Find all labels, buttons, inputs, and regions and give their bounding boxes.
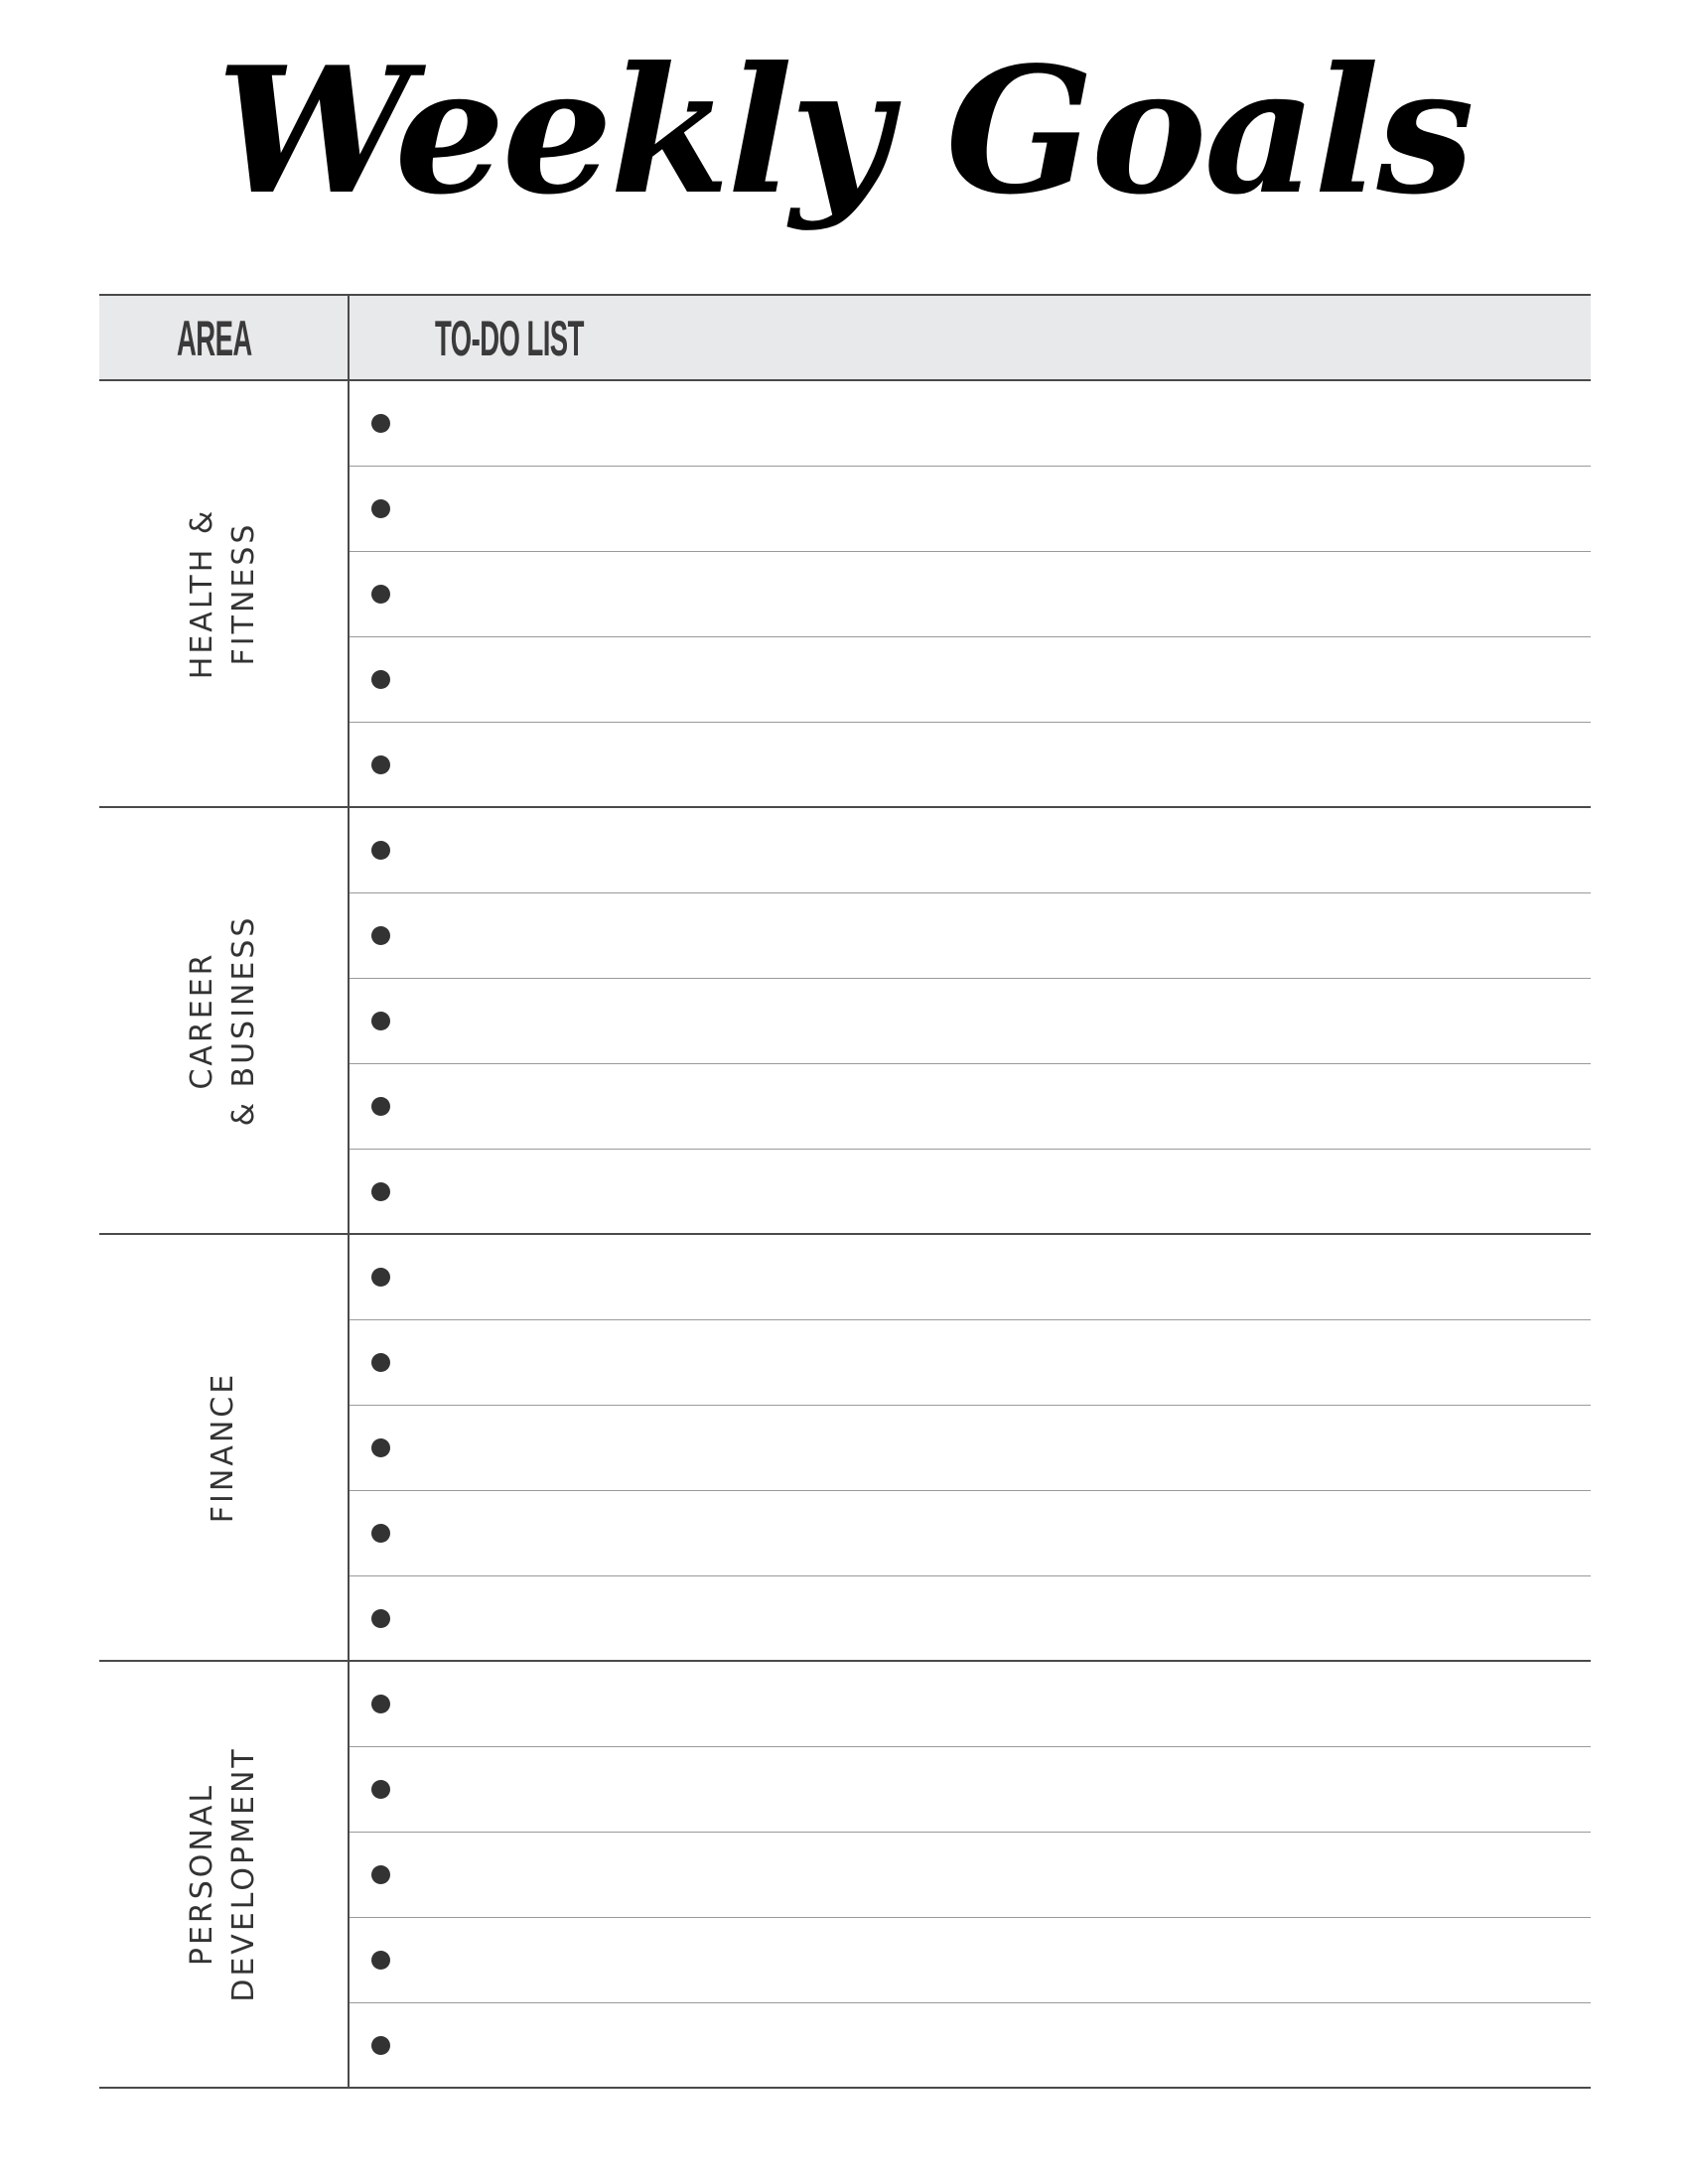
area-label-line: FINANCE — [206, 1371, 240, 1524]
area-label-line: FITNESS — [226, 521, 261, 666]
todo-line[interactable] — [350, 1662, 1591, 1747]
area-section — [99, 808, 1591, 1235]
todo-list — [350, 381, 1591, 806]
area-label-cell — [99, 808, 350, 1233]
bullet-dot-icon — [371, 2036, 390, 2055]
bullet-dot-icon — [371, 1865, 390, 1884]
area-label-line: PERSONAL — [185, 1782, 219, 1967]
bullet-dot-icon — [371, 1182, 390, 1201]
todo-list — [350, 808, 1591, 1233]
page-title: Weekly Goals — [216, 30, 1472, 233]
area-label — [182, 915, 265, 1127]
todo-line[interactable] — [350, 808, 1591, 893]
header-todo-list: TO-DO LIST — [435, 311, 584, 366]
area-label — [203, 1372, 244, 1523]
bullet-dot-icon — [371, 1951, 390, 1970]
weekly-goals-table — [99, 294, 1591, 2091]
area-section — [99, 1235, 1591, 1662]
header-divider — [348, 296, 350, 379]
todo-line[interactable] — [350, 979, 1591, 1064]
todo-line[interactable] — [350, 1918, 1591, 2003]
bullet-dot-icon — [371, 1012, 390, 1030]
bullet-dot-icon — [371, 841, 390, 860]
todo-list — [350, 1662, 1591, 2087]
todo-line[interactable] — [350, 552, 1591, 637]
todo-line[interactable] — [350, 1406, 1591, 1491]
bullet-dot-icon — [371, 1609, 390, 1628]
bullet-dot-icon — [371, 1438, 390, 1457]
bullet-dot-icon — [371, 1097, 390, 1116]
area-label — [182, 1746, 265, 2002]
area-section — [99, 381, 1591, 808]
todo-line[interactable] — [350, 467, 1591, 552]
todo-list — [350, 1235, 1591, 1660]
area-label-cell — [99, 381, 350, 806]
todo-line[interactable] — [350, 1235, 1591, 1320]
bullet-dot-icon — [371, 1524, 390, 1543]
todo-line[interactable] — [350, 893, 1591, 979]
todo-line[interactable] — [350, 1833, 1591, 1918]
bullet-dot-icon — [371, 1780, 390, 1799]
area-label — [182, 508, 265, 679]
todo-line[interactable] — [350, 637, 1591, 723]
bullet-dot-icon — [371, 1695, 390, 1713]
todo-line[interactable] — [350, 381, 1591, 467]
todo-line[interactable] — [350, 723, 1591, 808]
area-label-line: & BUSINESS — [226, 914, 261, 1127]
bullet-dot-icon — [371, 926, 390, 945]
todo-line[interactable] — [350, 1747, 1591, 1833]
bullet-dot-icon — [371, 670, 390, 689]
bullet-dot-icon — [371, 755, 390, 774]
todo-line[interactable] — [350, 1576, 1591, 1662]
table-header — [99, 294, 1591, 381]
todo-line[interactable] — [350, 1150, 1591, 1235]
todo-line[interactable] — [350, 2003, 1591, 2089]
todo-line[interactable] — [350, 1491, 1591, 1576]
bullet-dot-icon — [371, 414, 390, 433]
area-label-cell — [99, 1662, 350, 2087]
todo-line[interactable] — [350, 1064, 1591, 1150]
bullet-dot-icon — [371, 499, 390, 518]
todo-line[interactable] — [350, 1320, 1591, 1406]
bullet-dot-icon — [371, 1353, 390, 1372]
bullet-dot-icon — [371, 585, 390, 604]
bullet-dot-icon — [371, 1268, 390, 1287]
header-area: AREA — [177, 311, 252, 366]
area-section — [99, 1662, 1591, 2089]
area-label-line: HEALTH & — [185, 507, 219, 680]
area-label-line: CAREER — [185, 951, 219, 1090]
area-label-cell — [99, 1235, 350, 1660]
area-label-line: DEVELOPMENT — [226, 1746, 261, 2002]
